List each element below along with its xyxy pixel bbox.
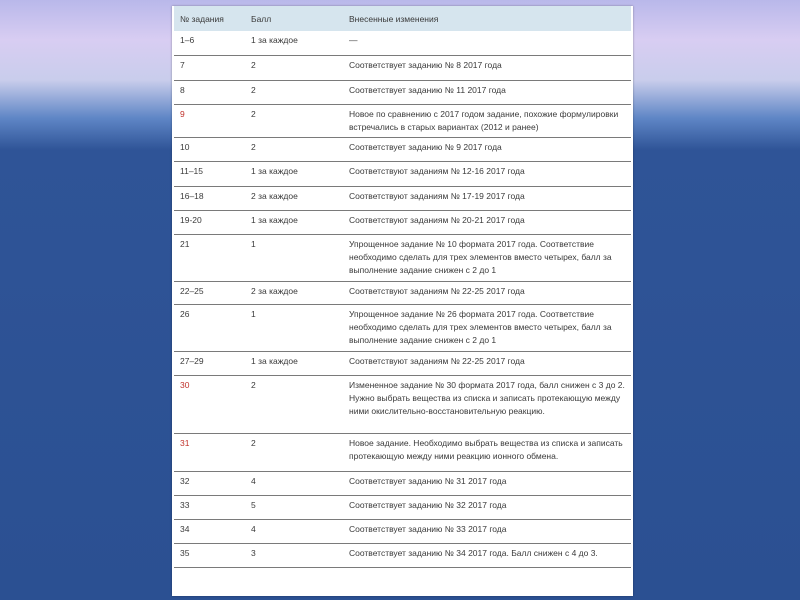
table-row xyxy=(174,210,631,234)
change-cell: Соответствуют заданиям № 20-21 2017 года xyxy=(343,210,631,234)
header-changes: Внесенные изменения xyxy=(343,6,631,31)
task-number-cell: 27–29 xyxy=(174,351,245,375)
table-row xyxy=(174,375,631,433)
score-cell: 1 за каждое xyxy=(245,161,343,186)
task-number-cell: 10 xyxy=(174,137,245,161)
change-cell: Упрощенное задание № 26 формата 2017 года. Соответствие необходимо сделать для трех элементов вместо четырех, балл за выполнение задание снижен с 2 до 1 xyxy=(343,304,631,351)
table-row xyxy=(174,55,631,80)
table-row xyxy=(174,351,631,375)
table-row xyxy=(174,304,631,351)
task-number-cell: 1–6 xyxy=(174,31,245,55)
table-header-row xyxy=(174,6,631,31)
task-number-cell: 21 xyxy=(174,234,245,281)
change-cell: Новое задание. Необходимо выбрать вещества из списка и записать протекающую между ними реакцию ионного обмена. xyxy=(343,433,631,471)
task-number-cell: 8 xyxy=(174,80,245,104)
table-row xyxy=(174,495,631,519)
score-cell: 2 xyxy=(245,433,343,471)
change-cell: Соответствует заданию № 31 2017 года xyxy=(343,471,631,495)
score-cell: 1 xyxy=(245,304,343,351)
task-number-cell: 16–18 xyxy=(174,186,245,210)
task-number-cell: 35 xyxy=(174,543,245,567)
table-row xyxy=(174,80,631,104)
score-cell: 2 за каждое xyxy=(245,186,343,210)
change-cell: Соответствует заданию № 9 2017 года xyxy=(343,137,631,161)
score-cell: 2 xyxy=(245,80,343,104)
score-cell: 2 за каждое xyxy=(245,281,343,304)
score-cell: 1 за каждое xyxy=(245,31,343,55)
change-cell: Соответствуют заданиям № 17-19 2017 года xyxy=(343,186,631,210)
score-cell: 4 xyxy=(245,471,343,495)
task-number-cell: 22–25 xyxy=(174,281,245,304)
table-row xyxy=(174,31,631,55)
change-cell: Соответствует заданию № 32 2017 года xyxy=(343,495,631,519)
header-score: Балл xyxy=(245,6,343,31)
table-row xyxy=(174,471,631,495)
change-cell: Соответствуют заданиям № 12-16 2017 года xyxy=(343,161,631,186)
change-cell: — xyxy=(343,31,631,55)
score-cell: 3 xyxy=(245,543,343,567)
change-cell: Соответствует заданию № 33 2017 года xyxy=(343,519,631,543)
document-page xyxy=(172,6,633,596)
table-row xyxy=(174,186,631,210)
score-cell: 1 за каждое xyxy=(245,351,343,375)
task-number-cell: 30 xyxy=(174,375,245,433)
change-cell: Измененное задание № 30 формата 2017 года, балл снижен с 3 до 2. Нужно выбрать вещества из списка и записать протекающую между ними окислительно-восстановительную реакцию. xyxy=(343,375,631,433)
change-cell: Соответствует заданию № 34 2017 года. Балл снижен с 4 до 3. xyxy=(343,543,631,567)
score-cell: 2 xyxy=(245,104,343,137)
score-cell: 2 xyxy=(245,375,343,433)
score-cell: 2 xyxy=(245,55,343,80)
score-cell: 1 xyxy=(245,234,343,281)
task-number-cell: 26 xyxy=(174,304,245,351)
change-cell: Упрощенное задание № 10 формата 2017 года. Соответствие необходимо сделать для трех элементов вместо четырех, балл за выполнение задание снижен с 2 до 1 xyxy=(343,234,631,281)
table-row xyxy=(174,281,631,304)
task-number-cell: 19-20 xyxy=(174,210,245,234)
table-row xyxy=(174,234,631,281)
table-row xyxy=(174,543,631,567)
task-number-cell: 33 xyxy=(174,495,245,519)
header-task-number: № задания xyxy=(174,6,245,31)
table-row xyxy=(174,519,631,543)
changes-table xyxy=(174,6,631,568)
task-number-cell: 9 xyxy=(174,104,245,137)
task-number-cell: 31 xyxy=(174,433,245,471)
change-cell: Соответствует заданию № 8 2017 года xyxy=(343,55,631,80)
task-number-cell: 34 xyxy=(174,519,245,543)
task-number-cell: 11–15 xyxy=(174,161,245,186)
score-cell: 2 xyxy=(245,137,343,161)
change-cell: Соответствуют заданиям № 22-25 2017 года xyxy=(343,351,631,375)
change-cell: Соответствуют заданиям № 22-25 2017 года xyxy=(343,281,631,304)
table-row xyxy=(174,137,631,161)
task-number-cell: 32 xyxy=(174,471,245,495)
table-body xyxy=(174,31,631,567)
score-cell: 5 xyxy=(245,495,343,519)
table-row xyxy=(174,104,631,137)
score-cell: 1 за каждое xyxy=(245,210,343,234)
change-cell: Соответствует заданию № 11 2017 года xyxy=(343,80,631,104)
table-row xyxy=(174,433,631,471)
score-cell: 4 xyxy=(245,519,343,543)
table-row xyxy=(174,161,631,186)
task-number-cell: 7 xyxy=(174,55,245,80)
change-cell: Новое по сравнению с 2017 годом задание, похожие формулировки встречались в старых вариантах (2012 и ранее) xyxy=(343,104,631,137)
